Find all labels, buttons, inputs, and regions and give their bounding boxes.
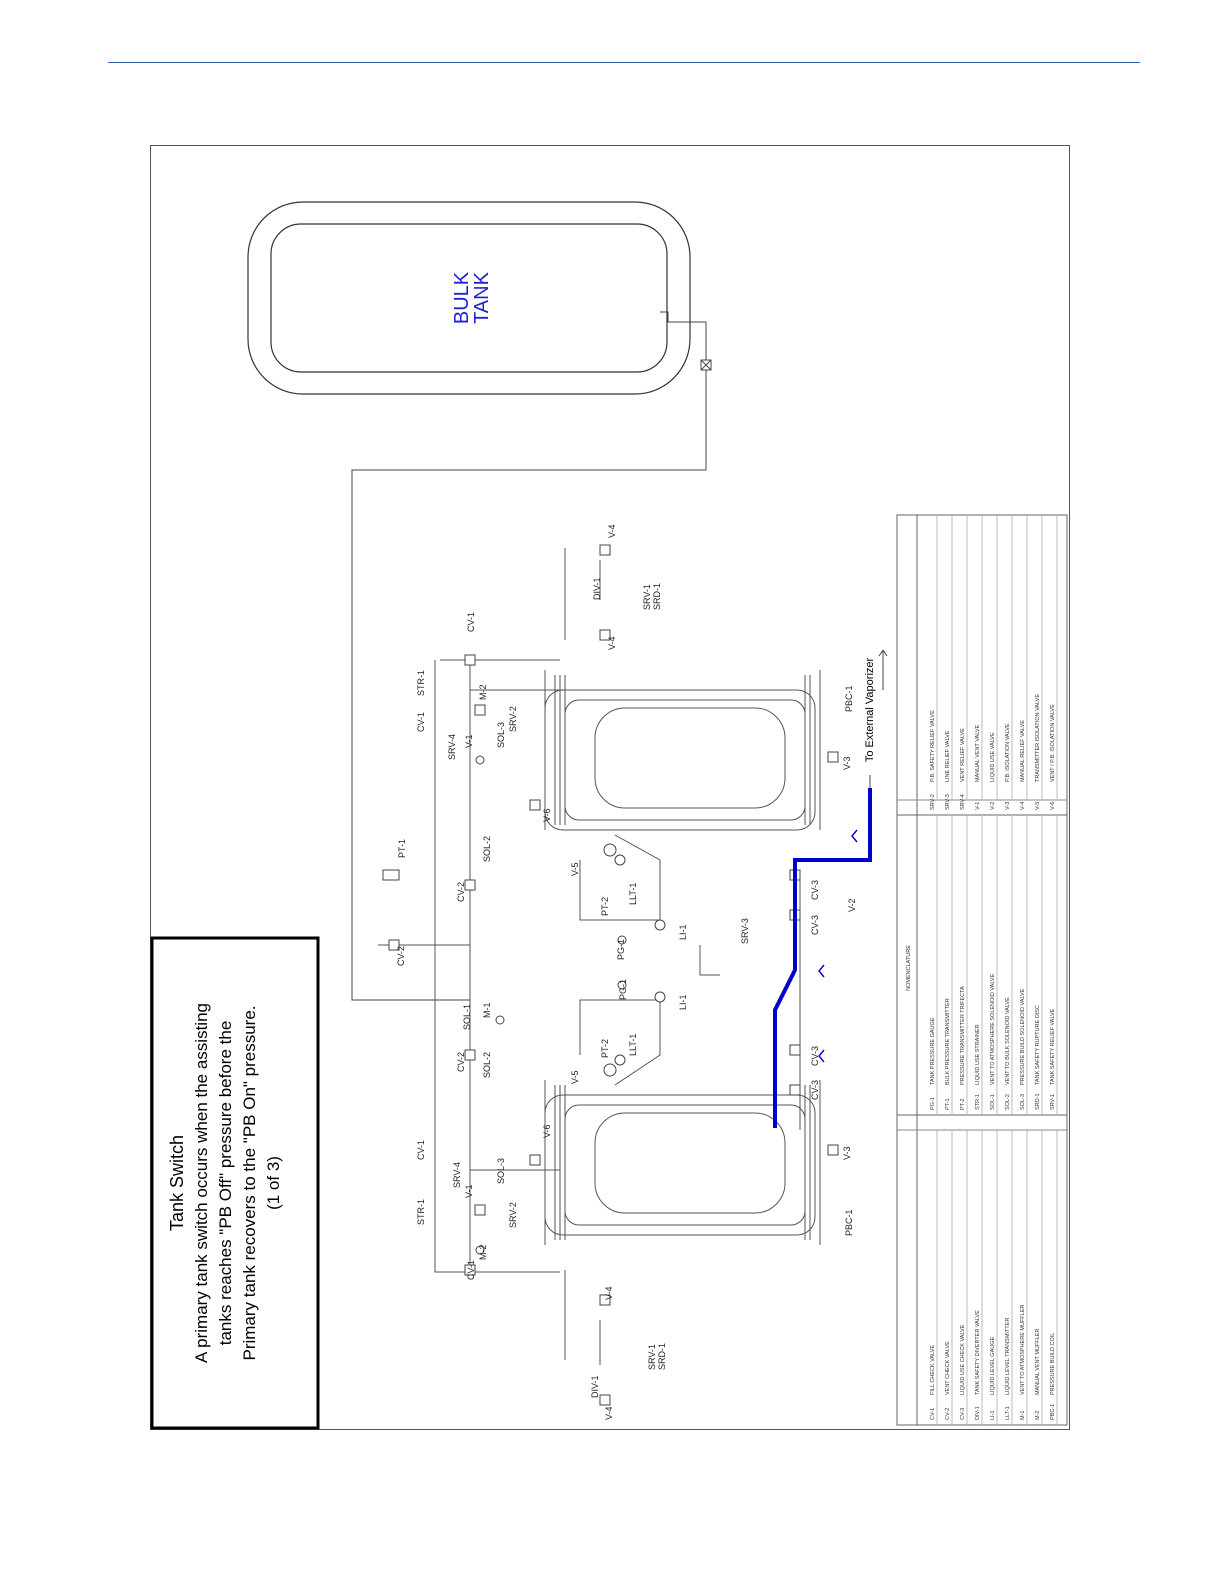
label-cv2-left: CV-2 bbox=[456, 1051, 466, 1072]
table-cell-code: PT-1 bbox=[945, 1098, 951, 1110]
table-cell-description: VENT TO ATMOSPHERE MUFFLER bbox=[1020, 1304, 1026, 1395]
table-cell-code: V-6 bbox=[1050, 801, 1056, 810]
table-cell-description: LIQUID LEVEL TRANSMITTER bbox=[1005, 1317, 1011, 1395]
label-srd1-right: SRD-1 bbox=[652, 582, 662, 610]
table-cell-description: VENT TO ATMOSPHERE SOLENOID VALVE bbox=[990, 973, 996, 1085]
table-cell-description: TANK SAFETY DIVERTER VALVE bbox=[975, 1310, 981, 1395]
table-cell-description: MANUAL VENT MUFFLER bbox=[1035, 1328, 1041, 1395]
table-cell-code: SRV-2 bbox=[930, 794, 936, 810]
label-div1-left: DIV-1 bbox=[590, 1375, 600, 1398]
table-cell-code: V-3 bbox=[1005, 801, 1011, 810]
table-cell-code: V-5 bbox=[1035, 801, 1041, 810]
table-cell-description: LIQUID LEVEL GAUGE bbox=[990, 1336, 996, 1395]
label-v4-top-left: V-4 bbox=[604, 1286, 614, 1300]
label-v4-top-right: V-4 bbox=[607, 524, 617, 538]
label-srv1-left: SRV-1 bbox=[647, 1344, 657, 1370]
label-cv3-d: CV-3 bbox=[810, 1079, 820, 1100]
label-llt1-left: LLT-1 bbox=[628, 1033, 638, 1056]
label-sol3-left: SOL-3 bbox=[496, 1157, 506, 1184]
nomenclature-title: NOMENCLATURE bbox=[906, 945, 912, 991]
label-cv1-right: CV-1 bbox=[466, 611, 476, 632]
table-cell-description: VENT TO BULK SOLENOID VALVE bbox=[1005, 997, 1011, 1085]
label-pg1-left: PG-1 bbox=[618, 978, 628, 1000]
label-cv3-a: CV-3 bbox=[810, 879, 820, 900]
label-m2-left: M-2 bbox=[478, 1244, 488, 1260]
table-cell-description: BULK PRESSURE TRANSMITTER bbox=[945, 998, 951, 1085]
table-cell-description: TRANSMITTER ISOLATION VALVE bbox=[1035, 693, 1041, 782]
callout-title: Tank Switch bbox=[167, 1134, 187, 1232]
label-str1-right: STR-1 bbox=[416, 669, 426, 696]
table-cell-code: LI-1 bbox=[990, 1410, 996, 1420]
label-cv2-center: CV-2 bbox=[396, 945, 406, 966]
label-v2: V-2 bbox=[847, 898, 857, 912]
callout-line-2: tanks reaches "PB Off" pressure before the bbox=[216, 1020, 235, 1346]
table-cell-description: TANK SAFETY RUPTURE DISC bbox=[1035, 1005, 1041, 1085]
label-srv4-left: SRV-4 bbox=[452, 1162, 462, 1188]
table-cell-description: LIQUID USE STRAINER bbox=[975, 1024, 981, 1085]
table-cell-description: LIQUID USE VALVE bbox=[990, 732, 996, 782]
label-pt1: PT-1 bbox=[397, 838, 407, 858]
table-cell-description: FILL CHECK VALVE bbox=[930, 1344, 936, 1395]
label-srv1-right: SRV-1 bbox=[642, 584, 652, 610]
label-cv3-b: CV-3 bbox=[810, 914, 820, 935]
bulk-tank-label-1: BULK bbox=[451, 271, 473, 325]
label-li1-right: LI-1 bbox=[678, 924, 688, 940]
table-cell-description: P.B. SAFETY RELIEF VALVE bbox=[930, 710, 936, 782]
table-cell-code: STR-1 bbox=[975, 1094, 981, 1110]
label-v3-left: V-3 bbox=[842, 1146, 852, 1160]
label-v1-left: V-1 bbox=[464, 1184, 474, 1198]
table-cell-description: LINE RELIEF VALVE bbox=[945, 730, 951, 782]
label-sol3-right: SOL-3 bbox=[496, 721, 506, 748]
table-cell-description: VENT / P.B. ISOLATION VALVE bbox=[1050, 704, 1056, 782]
label-div1-right: DIV-1 bbox=[592, 577, 602, 600]
label-pt2-right: PT-2 bbox=[600, 896, 610, 916]
table-cell-code: SOL-2 bbox=[1005, 1094, 1011, 1110]
label-cv3-c: CV-3 bbox=[810, 1045, 820, 1066]
label-srd1-left: SRD-1 bbox=[657, 1342, 667, 1370]
callout-line-3: Primary tank recovers to the "PB On" pressure. bbox=[240, 1005, 259, 1361]
table-cell-code: SRD-1 bbox=[1035, 1093, 1041, 1110]
table-cell-code: DIV-1 bbox=[975, 1406, 981, 1420]
label-cv2-right: CV-2 bbox=[456, 881, 466, 902]
table-cell-description: PRESSURE BUILD SOLENOID VALVE bbox=[1020, 988, 1026, 1085]
label-m1: M-1 bbox=[482, 1002, 492, 1018]
label-v4-bottom-left: V-4 bbox=[604, 1406, 614, 1420]
label-v6-right: V-6 bbox=[542, 808, 552, 822]
table-cell-code: LLT-1 bbox=[1005, 1406, 1011, 1420]
callout-line-4: (1 of 3) bbox=[264, 1156, 283, 1210]
table-cell-description: TANK PRESSURE GAUGE bbox=[930, 1017, 936, 1085]
label-str1-left: STR-1 bbox=[416, 1198, 426, 1225]
table-cell-code: CV-1 bbox=[930, 1407, 936, 1420]
label-pt2-left: PT-2 bbox=[600, 1038, 610, 1058]
label-v3-right: V-3 bbox=[842, 756, 852, 770]
label-v5-left: V-5 bbox=[570, 1070, 580, 1084]
table-cell-description: MANUAL RELIEF VALVE bbox=[1020, 720, 1026, 782]
table-cell-description: LIQUID USE CHECK VALVE bbox=[960, 1324, 966, 1395]
table-cell-description: P.B. ISOLATION VALVE bbox=[1005, 723, 1011, 782]
label-pbc1-right: PBC-1 bbox=[844, 685, 854, 712]
label-srv2-right: SRV-2 bbox=[508, 706, 518, 732]
callout-line-1: A primary tank switch occurs when the assisting bbox=[192, 1003, 211, 1363]
table-cell-description: VENT CHECK VALVE bbox=[945, 1341, 951, 1395]
label-sol1: SOL-1 bbox=[462, 1003, 472, 1030]
label-srv4-right: SRV-4 bbox=[447, 734, 457, 760]
table-cell-code: CV-3 bbox=[960, 1407, 966, 1420]
table-cell-code: SRV-1 bbox=[1050, 1094, 1056, 1110]
table-cell-code: V-2 bbox=[990, 801, 996, 810]
table-cell-code: SRV-3 bbox=[945, 794, 951, 810]
label-cv1-left: CV-1 bbox=[466, 1259, 476, 1280]
flow-label: To External Vaporizer bbox=[864, 657, 876, 763]
label-llt1-right: LLT-1 bbox=[628, 882, 638, 905]
label-v4-bottom-right: V-4 bbox=[607, 636, 617, 650]
label-pbc1-left: PBC-1 bbox=[844, 1209, 854, 1236]
flow-path bbox=[775, 650, 887, 1128]
label-li1-left: LI-1 bbox=[678, 994, 688, 1010]
table-cell-description: MANUAL VENT VALVE bbox=[975, 724, 981, 782]
table-cell-code: PT-2 bbox=[960, 1098, 966, 1110]
table-cell-code: V-1 bbox=[975, 801, 981, 810]
label-v5-right: V-5 bbox=[570, 862, 580, 876]
piping bbox=[378, 548, 820, 1365]
table-cell-code: CV-2 bbox=[945, 1407, 951, 1420]
table-cell-description: VENT RELIEF VALVE bbox=[960, 728, 966, 782]
table-cell-description: PRESSURE TRANSMITTER TRIFECTA bbox=[960, 986, 966, 1085]
bulk-tank-label-2: TANK bbox=[471, 272, 493, 324]
label-v1-right: V-1 bbox=[464, 734, 474, 748]
label-srv2-left: SRV-2 bbox=[508, 1202, 518, 1228]
table-cell-description: PRESSURE BUILD COIL bbox=[1050, 1332, 1056, 1395]
callout-box bbox=[152, 938, 318, 1428]
label-sol2-right: SOL-2 bbox=[482, 835, 492, 862]
nomenclature-table bbox=[897, 515, 1067, 1425]
label-cv1-bottom: CV-1 bbox=[416, 1139, 426, 1160]
label-cv1-top: CV-1 bbox=[416, 711, 426, 732]
label-m2-right: M-2 bbox=[478, 684, 488, 700]
label-srv3: SRV-3 bbox=[740, 918, 750, 944]
table-cell-code: M-1 bbox=[1020, 1410, 1026, 1420]
table-cell-code: SOL-1 bbox=[990, 1094, 996, 1110]
valve-symbols bbox=[383, 545, 838, 1405]
label-v6-left: V-6 bbox=[542, 1124, 552, 1138]
label-sol2-left: SOL-2 bbox=[482, 1051, 492, 1078]
table-cell-code: V-4 bbox=[1020, 801, 1026, 810]
table-cell-code: SOL-3 bbox=[1020, 1094, 1026, 1110]
table-cell-code: M-2 bbox=[1035, 1410, 1041, 1420]
table-cell-description: TANK SAFETY RELIEF VALVE bbox=[1050, 1008, 1056, 1085]
table-cell-code: PG-1 bbox=[930, 1097, 936, 1110]
table-cell-code: SRV-4 bbox=[960, 794, 966, 810]
label-pg1-right: PG-1 bbox=[616, 938, 626, 960]
table-cell-code: PBC-1 bbox=[1050, 1403, 1056, 1420]
